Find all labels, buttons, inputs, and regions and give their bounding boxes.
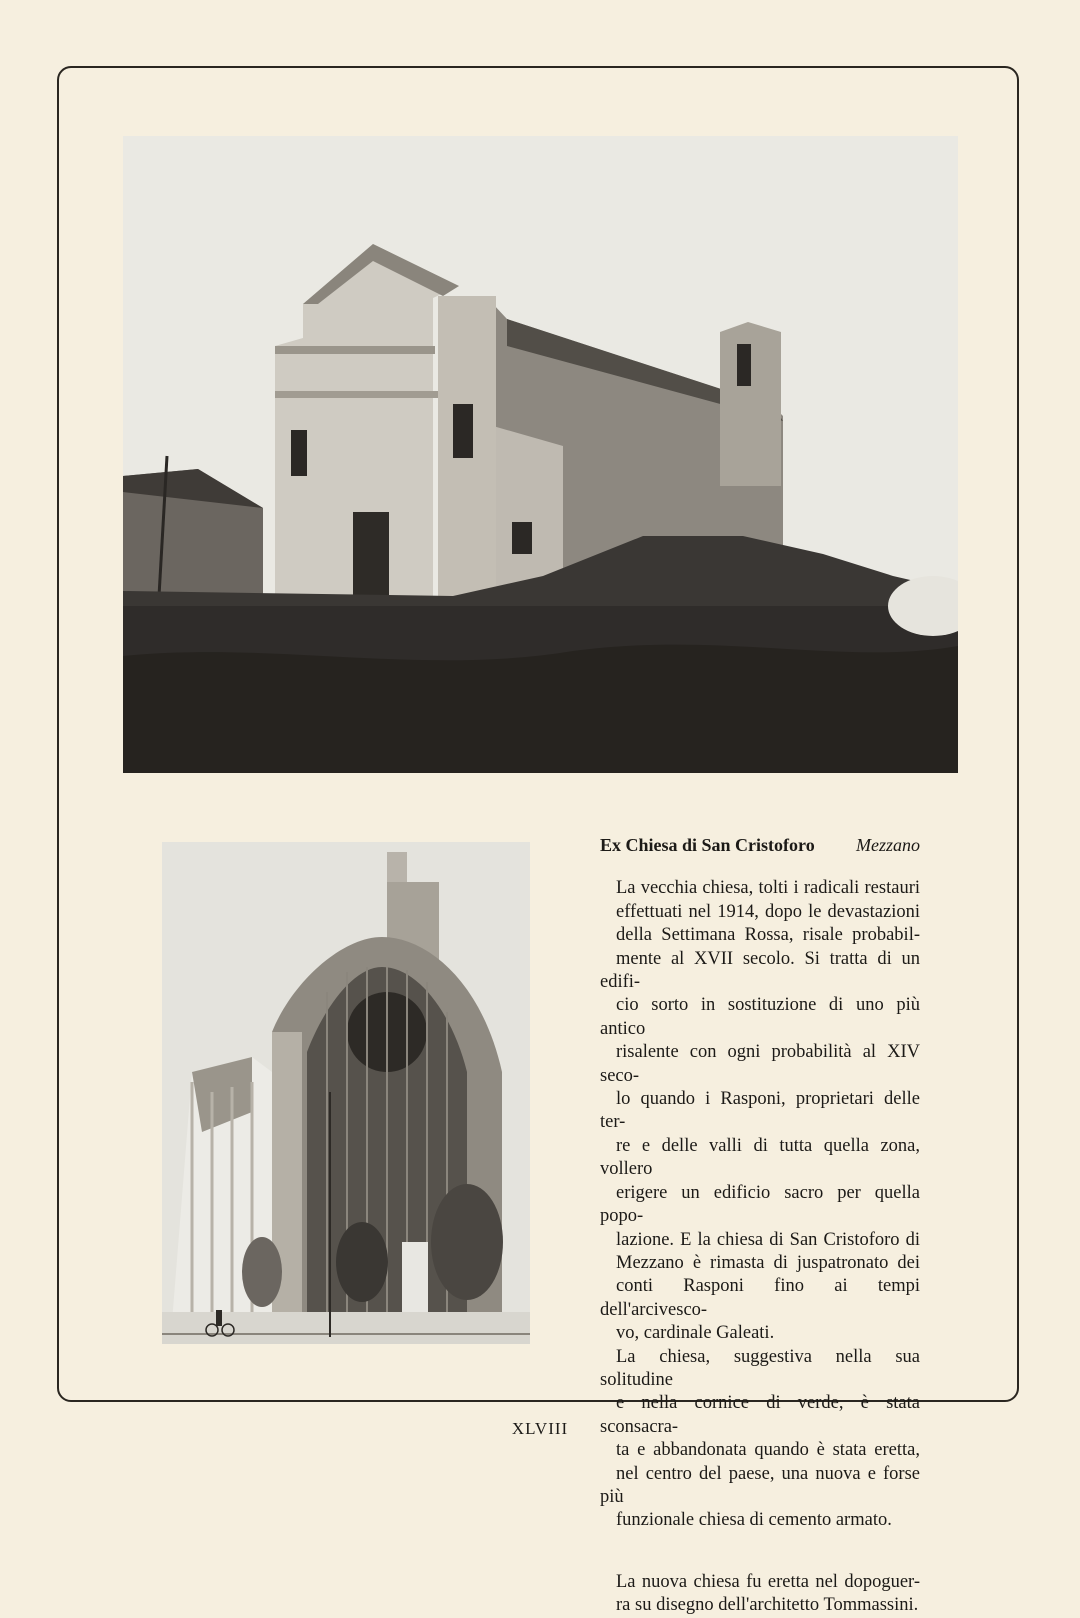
- caption-heading: [600, 834, 920, 857]
- text-line: ta e abbandonata quando è stata eretta,: [616, 1440, 920, 1461]
- paragraph-2: [600, 1346, 920, 1533]
- paragraph-1: [600, 877, 920, 1345]
- text-line: della Settimana Rossa, risale probabil-: [616, 925, 920, 946]
- text-line: re e delle valli di tutta quella zona, vollero: [600, 1135, 920, 1180]
- old-church-photo: [123, 136, 958, 773]
- text-line: ra su disegno dell'architetto Tommassini.: [616, 1595, 919, 1616]
- text-line: conti Rasponi fino ai tempi dell'arcivesco-: [600, 1276, 920, 1320]
- caption-text-column: [600, 834, 920, 1618]
- text-line: La chiesa, suggestiva nella sua solitudine: [600, 1346, 920, 1390]
- text-line: effettuati nel 1914, dopo le devastazioni: [616, 901, 920, 922]
- paragraph-3: [600, 1571, 920, 1618]
- text-line: funzionale chiesa di cemento armato.: [616, 1510, 892, 1531]
- text-line: mente al XVII secolo. Si tratta di un edifi-: [600, 948, 920, 993]
- text-line: lazione. E la chiesa di San Cristoforo di: [616, 1229, 920, 1250]
- text-line: Mezzano è rimasta di juspatronato dei: [616, 1252, 920, 1273]
- page-number: XLVIII: [511, 1419, 569, 1438]
- caption-place: Mezzano: [856, 835, 920, 855]
- text-line: e nella cornice di verde, è stata sconsacra-: [600, 1393, 920, 1437]
- new-church-photo: [162, 842, 530, 1344]
- text-line: erigere un edificio sacro per quella popo-: [600, 1182, 920, 1227]
- text-line: La vecchia chiesa, tolti i radicali restauri: [616, 878, 920, 899]
- text-line: cio sorto in sostituzione di uno più antico: [600, 995, 920, 1039]
- text-line: vo, cardinale Galeati.: [616, 1323, 775, 1344]
- text-line: La nuova chiesa fu eretta nel dopoguer-: [616, 1571, 920, 1592]
- text-line: lo quando i Rasponi, proprietari delle ter-: [600, 1089, 920, 1133]
- text-line: risalente con ogni probabilità al XIV seco-: [600, 1042, 920, 1086]
- text-line: nel centro del paese, una nuova e forse più: [600, 1463, 920, 1507]
- caption-title: Ex Chiesa di San Cristoforo: [600, 835, 815, 855]
